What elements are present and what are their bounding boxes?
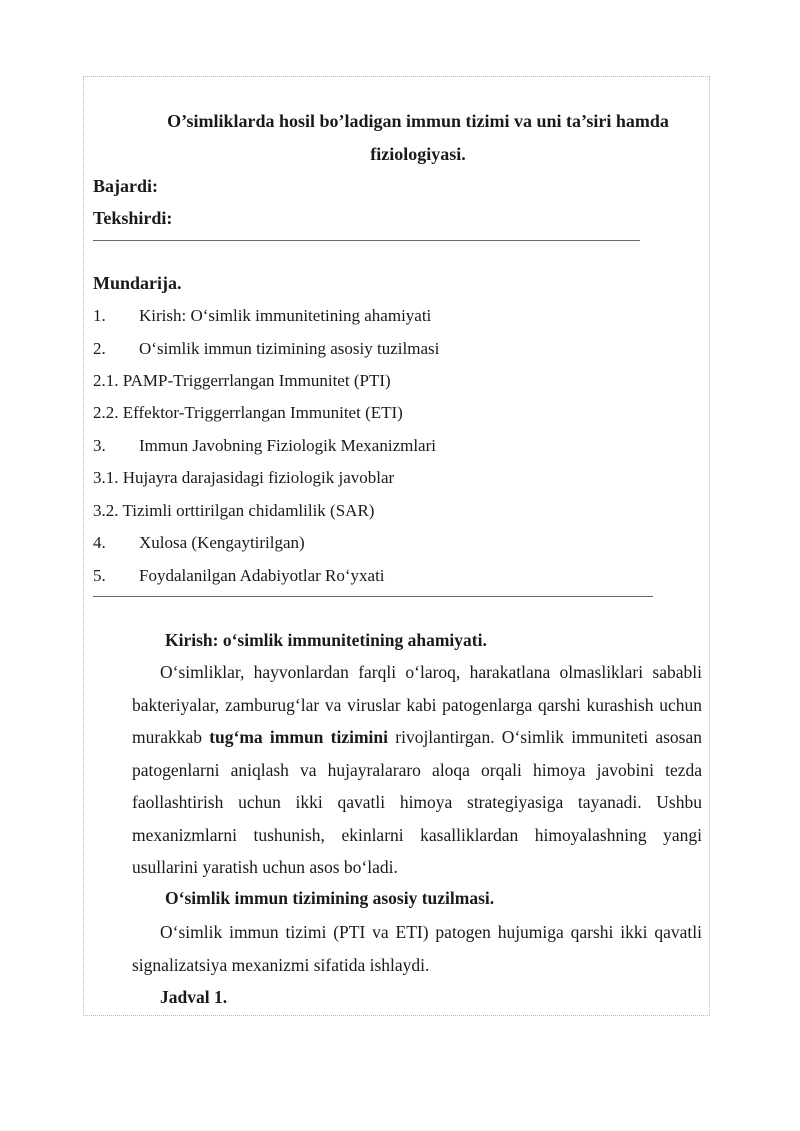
toc-item-text: Immun Javobning Fiziologik Mexanizmlari xyxy=(139,436,436,455)
toc-item-text: Kirish: O‘simlik immunitetining ahamiyati xyxy=(139,306,432,325)
toc-item-number: 4. xyxy=(93,533,106,552)
toc-item-text: O‘simlik immun tizimining asosiy tuzilmasi xyxy=(139,339,440,358)
toc-item-number: 3. xyxy=(93,436,106,455)
toc-item-number: 5. xyxy=(93,566,106,585)
section-2-heading: O‘simlik immun tizimining asosiy tuzilmasi. xyxy=(165,888,495,908)
toc-item-text: 2.2. Effektor-Triggerrlangan Immunitet (ETI) xyxy=(93,403,403,422)
toc-item-text: 2.1. PAMP-Triggerrlangan Immunitet (PTI) xyxy=(93,371,391,390)
section-2-paragraph: O‘simlik immun tizimi (PTI va ETI) patogen hujumiga qarshi ikki qavatli signalizatsiya mexanizmi sifatida ishlaydi. xyxy=(132,922,702,975)
toc-item-text: 3.1. Hujayra darajasidagi fiziologik javoblar xyxy=(93,468,395,487)
section-1-text-part-2: rivojlantirgan. O‘simlik immuniteti asosan patogenlarni aniqlash va hujayralararo aloqa orqali himoya javobini tezda faollashtirish uchun ikki qavatli himoya strategiyasiga tayanadi. Ushbu mexanizmlarni tushunish, ekinlarni kasalliklardan himoyalashning yangi usullarini yaratish uchun asos bo‘ladi. xyxy=(132,727,702,877)
table-label: Jadval 1. xyxy=(160,987,228,1007)
bajardi-label: Bajardi: xyxy=(93,176,158,196)
toc-item-number: 1. xyxy=(93,306,106,325)
toc-item-number: 2. xyxy=(93,339,106,358)
section-1-paragraph xyxy=(132,656,702,884)
section-1-heading: Kirish: o‘simlik immunitetining ahamiyati. xyxy=(165,630,487,650)
section-1-text-part-1: O‘simliklar, hayvonlardan farqli o‘laroq, harakatlana olmasliklari sababli bakteriyalar, zamburug‘lar va viruslar kabi patogenlarga qarshi kurashish uchun murakkab xyxy=(132,662,702,747)
document-title-line-1: O’simliklarda hosil bo’ladigan immun tizimi va uni ta’siri hamda xyxy=(167,111,669,131)
toc-item-text: 3.2. Tizimli orttirilgan chidamlilik (SAR) xyxy=(93,501,375,520)
document-title-line-2: fiziologiyasi. xyxy=(370,144,466,164)
toc-item-text: Foydalanilgan Adabiyotlar Ro‘yxati xyxy=(139,566,385,585)
separator-line-top xyxy=(93,240,640,241)
toc-item-text: Xulosa (Kengaytirilgan) xyxy=(139,533,305,552)
section-1-bold-term: tug‘ma immun tizimini xyxy=(209,727,389,747)
separator-line-bottom xyxy=(93,596,653,597)
toc-heading: Mundarija. xyxy=(93,273,182,293)
tekshirdi-label: Tekshirdi: xyxy=(93,208,173,228)
